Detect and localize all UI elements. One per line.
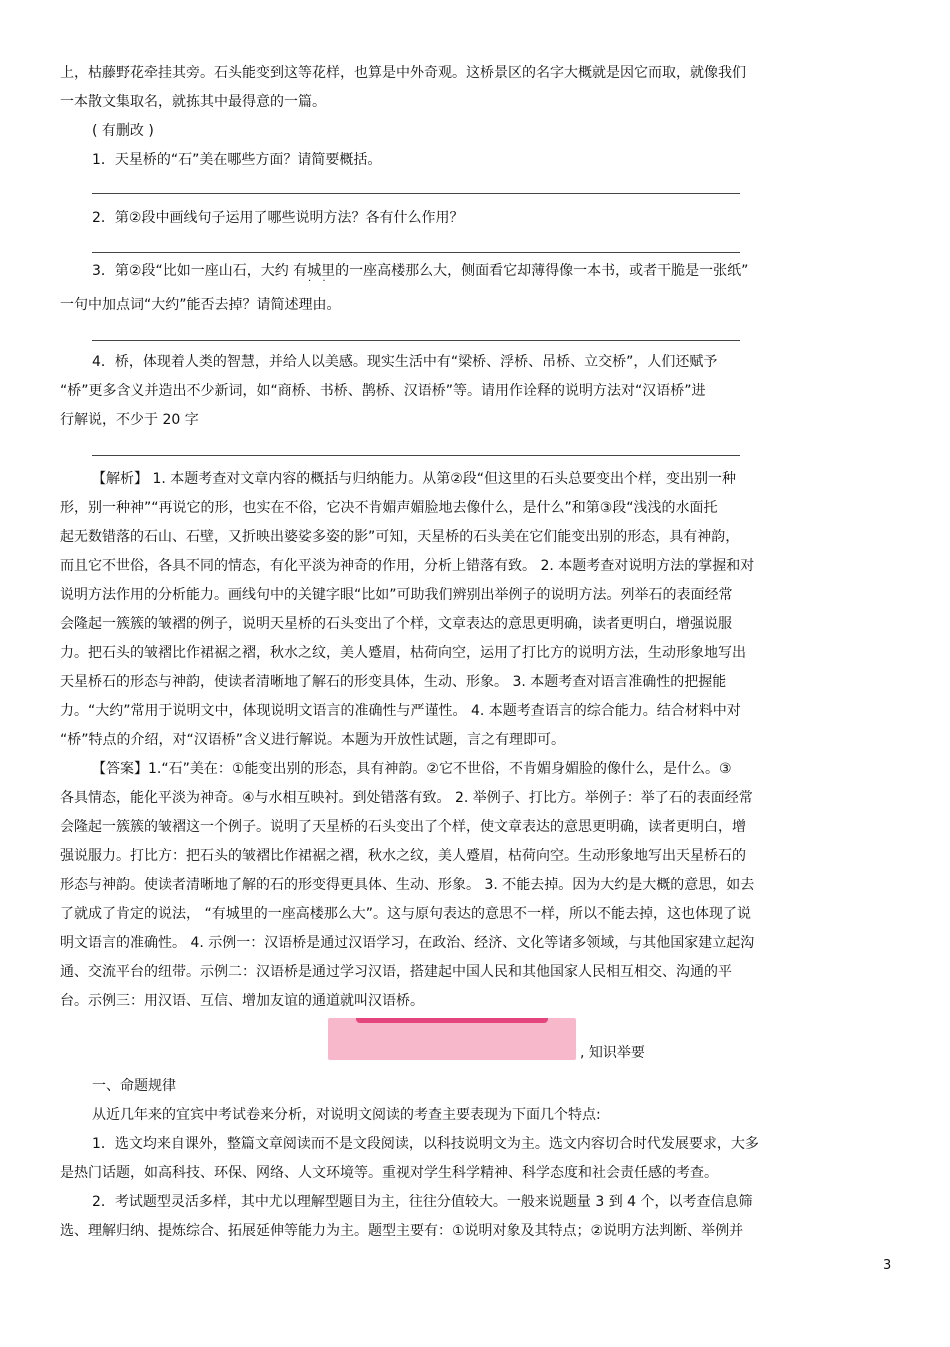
section-banner-accent (356, 1018, 548, 1023)
answer-line (92, 252, 740, 253)
knowledge-intro: 从近几年来的宜宾中考试卷来分析，对说明文阅读的考查主要表现为下面几个特点: (92, 1107, 601, 1123)
answer-line (92, 193, 740, 194)
section-banner (328, 1018, 576, 1060)
analysis-line: 天星桥石的形态与神韵，使读者清晰地了解石的形变具体，生动、形象。 3. 本题考查对语言准确性的把握能 (60, 674, 727, 690)
analysis-line: “桥”特点的介绍，对“汉语桥”含义进行解说。本题为开放性试题，言之有理即可。 (60, 732, 566, 748)
passage-line: 一本散文集取名，就拣其中最得意的一篇。 (60, 94, 326, 110)
passage-line: 上，枯藤野花牵挂其旁。石头能变到这等花样，也算是中外奇观。这桥景区的名字大概就是因它而取，就像我们 (60, 65, 746, 81)
answer-text-line: 通、交流平台的纽带。示例二：汉语桥是通过学习汉语，搭建起中国人民和其他国家人民相互相交、沟通的平 (60, 964, 732, 980)
page-number: 3 (883, 1258, 892, 1273)
question-4: 4．桥，体现着人类的智慧，并给人以美感。现实生活中有“梁桥、浮桥、吊桥、立交桥”，人们还赋予 (92, 354, 718, 370)
question-1: 1．天星桥的“石”美在哪些方面？请简要概括。 (92, 152, 382, 168)
analysis-line: 【解析】 1. 本题考查对文章内容的概括与归纳能力。从第②段“但这里的石头总要变出个样，变出别一种 (92, 471, 737, 487)
knowledge-point-cont: 选、理解归纳、提炼综合、拓展延伸等能力为主。题型主要有：①说明对象及其特点；②说明方法判断、举例并 (60, 1223, 744, 1239)
analysis-line: 说明方法作用的分析能力。画线句中的关键字眼“比如”可助我们辨别出举例子的说明方法。列举石的表面经常 (60, 587, 733, 603)
knowledge-point-cont: 是热门话题，如高科技、环保、网络、人文环境等。重视对学生科学精神、科学态度和社会责任感的考查。 (60, 1165, 718, 1181)
answer-text-line: 形态与神韵。使读者清晰地了解的石的形变得更具体、生动、形象。 3. 不能去掉。因为大约是大概的意思，如去 (60, 877, 755, 893)
answer-text-line: 明文语言的准确性。 4. 示例一：汉语桥是通过汉语学习，在政治、经济、文化等诸多领域，与其他国家建立起沟 (60, 935, 755, 951)
analysis-line: 形，别一种神”“再说它的形，也实在不俗，它决不肯媚声媚脸地去像什么，是什么”和第③段“浅浅的水面托 (60, 500, 718, 516)
analysis-line: 而且它不世俗，各具不同的情态，有化平淡为神奇的作用，分析上错落有致。 2. 本题考查对说明方法的掌握和对 (60, 558, 755, 574)
section-heading: 一、命题规律 (92, 1078, 176, 1094)
knowledge-point: 1．选文均来自课外，整篇文章阅读而不是文段阅读，以科技说明文为主。选文内容切合时代发展要求，大多 (92, 1136, 759, 1152)
answer-line (92, 455, 740, 456)
analysis-line: 力。把石头的皱褶比作裙裾之褶，秋水之纹，美人蹙眉，枯荷向空，运用了打比方的说明方法，生动形象地写出 (60, 645, 746, 661)
answer-text-line: 各具情态，能化平淡为神奇。④与水相互映衬。到处错落有致。 2. 举例子、打比方。举例子：举了石的表面经常 (60, 790, 753, 806)
question-2: 2．第②段中画线句子运用了哪些说明方法？各有什么作用？ (92, 210, 464, 226)
analysis-line: 力。“大约”常用于说明文中，体现说明文语言的准确性与严谨性。 4. 本题考查语言的综合能力。结合材料中对 (60, 703, 741, 719)
question-4-cont: 行解说，不少于 20 字 (60, 412, 199, 428)
analysis-line: 起无数错落的石山、石壁，又折映出婆娑多姿的影”可知，天星桥的石头美在它们能变出别的形态，具有神韵， (60, 529, 740, 545)
knowledge-point: 2．考试题型灵活多样，其中尤以理解型题目为主，往往分值较大。一般来说题量 3 到 4 个，以考查信息筛 (92, 1194, 753, 1210)
answer-text-line: 台。示例三：用汉语、互信、增加友谊的通道就叫汉语桥。 (60, 993, 424, 1009)
answer-text-line: 会隆起一簇簇的皱褶这一个例子。说明了天星桥的石头变出了个样，使文章表达的意思更明确，读者更明白，增 (60, 819, 746, 835)
question-3: 3．第②段“比如一座山石，大约 有城里的一座高楼那么大，侧面看它却薄得像一本书，或者干脆是一张纸” (92, 263, 749, 279)
section-title: , 知识举要 (580, 1045, 645, 1061)
answer-text-line: 强说服力。打比方：把石头的皱褶比作裙裾之褶，秋水之纹，美人蹙眉，枯荷向空。生动形象地写出天星桥石的 (60, 848, 746, 864)
question-3-cont: 一句中加点词“大约”能否去掉？请简述理由。 (60, 297, 341, 313)
answer-line (92, 340, 740, 341)
answer-text-line: 【答案】1.“石”美在：①能变出别的形态，具有神韵。②它不世俗，不肯媚身媚脸的像什么，是什么。③ (92, 761, 732, 777)
question-4-cont: “桥”更多含义并造出不少新词，如“商桥、书桥、鹊桥、汉语桥”等。请用作诠释的说明方法对“汉语桥”进 (60, 383, 706, 399)
answer-text-line: 了就成了肯定的说法， “有城里的一座高楼那么大”。这与原句表达的意思不一样，所以不能去掉，这也体现了说 (60, 906, 751, 922)
source-note: ( 有删改 ) (92, 123, 154, 139)
emphasis-dots: · · (308, 276, 330, 287)
analysis-line: 会隆起一簇簇的皱褶的例子，说明天星桥的石头变出了个样，文章表达的意思更明确，读者更明白，增强说服 (60, 616, 732, 632)
